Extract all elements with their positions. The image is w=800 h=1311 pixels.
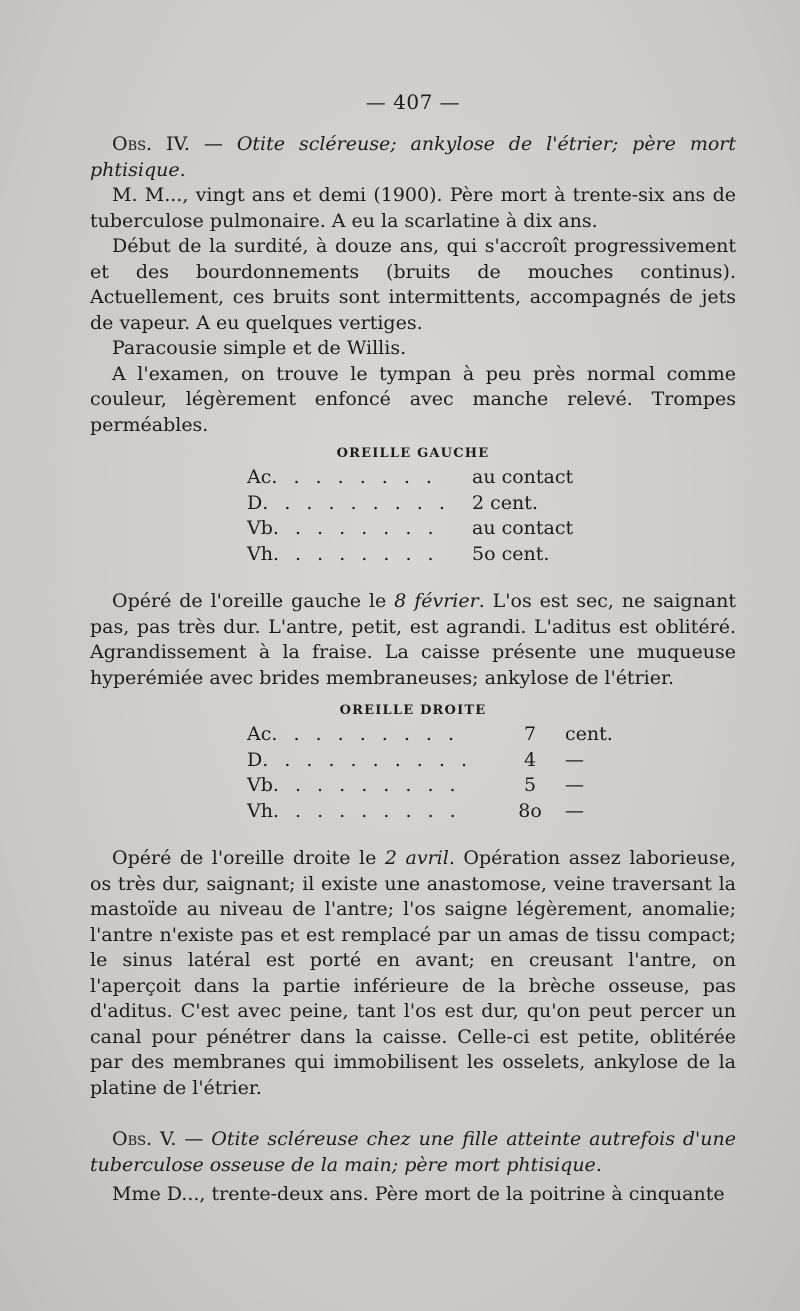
table-row bbox=[90, 722, 736, 748]
row-label: Vb bbox=[247, 517, 273, 539]
operation-left-date: 8 février bbox=[394, 590, 479, 612]
row-unit: — bbox=[565, 774, 584, 796]
row-label: Vb bbox=[247, 774, 273, 796]
table-heading: OREILLE GAUCHE bbox=[336, 446, 490, 461]
obs5-label: Obs. V. bbox=[112, 1128, 177, 1150]
page-number: — 407 — bbox=[365, 90, 461, 114]
row-label: Ac bbox=[247, 723, 272, 745]
obs4-title: Otite scléreuse; ankylose de l'étrier; père mort phtisique bbox=[90, 133, 736, 181]
row-unit: — bbox=[565, 748, 584, 771]
obs5-dash: — bbox=[176, 1128, 212, 1150]
row-value: au contact bbox=[472, 466, 574, 488]
row-leader-dots: . . . . . . . . . bbox=[272, 774, 461, 796]
obs4-dash: — bbox=[189, 133, 237, 155]
operation-right-date: 2 avril bbox=[384, 847, 449, 869]
table-row bbox=[90, 465, 736, 491]
row-value: 2 cent. bbox=[472, 491, 538, 514]
obs4-paragraph-2: Début de la surdité, à douze ans, qui s'accroît progressivement et des bourdonnements (bruits de mouches continus). Actuellement, ces bruits sont intermittents, accompagnés de jets de vapeur. A eu quelques vertiges. bbox=[90, 235, 736, 334]
obs4-operation-right bbox=[90, 846, 736, 1101]
obs4-heading bbox=[90, 132, 736, 183]
table-oreille-gauche bbox=[90, 446, 736, 567]
row-value: 5 bbox=[523, 774, 537, 796]
row-leader-dots: . . . . . . . . . . bbox=[262, 748, 472, 771]
table-row bbox=[90, 799, 736, 825]
row-value: 4 bbox=[523, 748, 537, 771]
row-label: D bbox=[247, 748, 263, 771]
operation-left-text-start: Opéré de l'oreille gauche le bbox=[112, 590, 395, 612]
row-unit: cent. bbox=[565, 723, 613, 745]
obs4-operation-left bbox=[90, 589, 736, 691]
obs4-label: Obs. IV. bbox=[112, 133, 190, 155]
operation-right-text-end: . Opération assez laborieuse, os très dur, saignant; il existe une anastomose, veine traversant la mastoïde au niveau de l'antre; l'os saigne légèrement, anomalie; l'antre n'existe pas et est remplacé par un amas de tissu compact; le sinus latéral est porté en avant; en creusant l'antre, on l'aperçoit dans la partie inférieure de la brèche osseuse, pas d'aditus. C'est avec peine, tant l'os est dur, qu'on peut percer un canal pour pénétrer dans la caisse. Celle-ci est petite, oblitérée par des membranes qui immobilisent les osselets, ankylose de la platine de l'étrier. bbox=[90, 847, 736, 1099]
table-oreille-droite bbox=[90, 703, 736, 824]
row-leader-dots: . . . . . . . . . bbox=[271, 723, 460, 745]
row-leader-dots: . . . . . . . . . bbox=[262, 491, 450, 514]
row-leader-dots: . . . . . . . . bbox=[272, 542, 439, 565]
row-label: Vh bbox=[247, 542, 273, 565]
obs5-title-end: . bbox=[595, 1153, 602, 1176]
table-heading: OREILLE DROITE bbox=[339, 703, 487, 718]
obs4-title-end: . bbox=[179, 158, 186, 181]
document-page bbox=[90, 90, 736, 1208]
row-value: 8o bbox=[518, 799, 542, 822]
table-row bbox=[90, 491, 736, 517]
obs4-paragraph-3: Paracousie simple et de Willis. bbox=[112, 337, 407, 359]
row-label: D bbox=[247, 491, 263, 514]
table-row bbox=[90, 542, 736, 568]
obs4-paragraph-1: M. M..., vingt ans et demi (1900). Père mort à trente-six ans de tuberculose pulmonaire. A eu la scarlatine à dix ans. bbox=[90, 184, 736, 232]
row-label: Ac bbox=[247, 466, 272, 488]
operation-left-text-end: . L'os est sec, ne saignant pas, pas très dur. L'antre, petit, est agrandi. L'aditus est oblitéré. Agrandissement à la fraise. La caisse présente une muqueuse hyperémiée avec brides membraneuses; ankylose de l'étrier. bbox=[90, 590, 737, 689]
row-leader-dots: . . . . . . . . bbox=[272, 517, 439, 539]
obs5-title: Otite scléreuse chez une fille atteinte autrefois d'une tuberculose osseuse de la main; père mort phtisique bbox=[90, 1128, 736, 1176]
operation-right-text-start: Opéré de l'oreille droite le bbox=[112, 847, 385, 869]
table-row bbox=[90, 748, 736, 774]
row-value: 5o cent. bbox=[472, 542, 550, 565]
row-unit: — bbox=[565, 799, 584, 822]
table-row bbox=[90, 516, 736, 542]
table-row bbox=[90, 773, 736, 799]
row-value: 7 bbox=[523, 723, 537, 745]
obs5-paragraph-1: Mme D..., trente-deux ans. Père mort de la poitrine à cinquante bbox=[112, 1183, 725, 1205]
row-label: Vh bbox=[247, 799, 273, 822]
row-value: au contact bbox=[472, 517, 574, 539]
obs5-heading bbox=[90, 1127, 736, 1178]
row-leader-dots: . . . . . . . . bbox=[271, 466, 437, 488]
obs4-paragraph-4: A l'examen, on trouve le tympan à peu près normal comme couleur, légèrement enfoncé avec manche relevé. Trompes perméables. bbox=[90, 362, 736, 436]
row-leader-dots: . . . . . . . . . bbox=[272, 799, 461, 822]
